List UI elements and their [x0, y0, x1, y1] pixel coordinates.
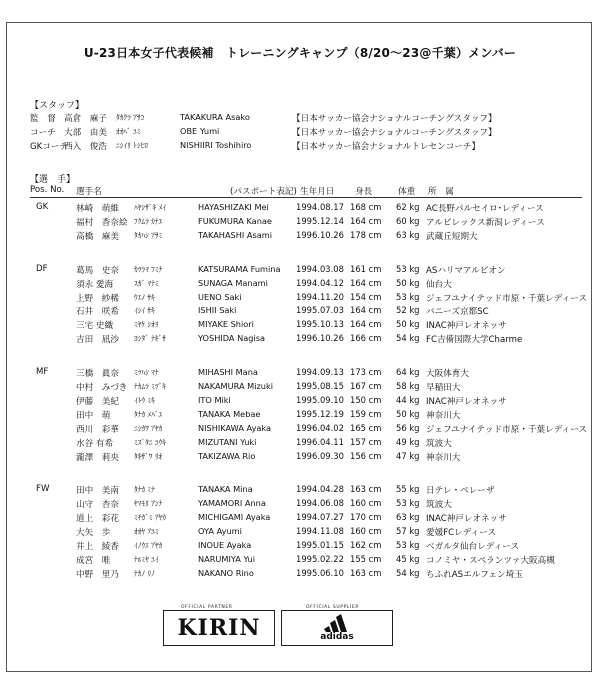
player-height: 160 cm	[350, 498, 382, 509]
player-row	[0, 333, 600, 346]
player-row	[0, 484, 600, 497]
player-weight: 55 kg	[396, 484, 420, 495]
sponsor-logos	[0, 600, 600, 660]
player-romaji: ISHII Saki	[198, 305, 237, 316]
player-name: 林崎 萌維	[76, 204, 119, 214]
player-kana: ﾀｷｻﾞﾜ ﾘｵ	[134, 451, 163, 461]
staff-role: 監 督	[30, 114, 56, 124]
player-club: 筑波大	[426, 438, 452, 449]
column-name: 選手名	[76, 187, 102, 197]
player-kana: ﾔﾏﾓﾘ ｱﾝﾅ	[134, 499, 163, 509]
staff-name: 高倉 麻子	[64, 114, 107, 124]
player-club: INAC神戸レオネッサ	[426, 396, 507, 407]
player-weight: 45 kg	[396, 553, 420, 564]
staff-org: 【日本サッカー協会ナショナルコーチングスタッフ】	[292, 114, 497, 124]
staff-romaji: TAKAKURA Asako	[180, 112, 250, 122]
player-club: ちふれASエルフェン埼玉	[426, 569, 523, 580]
player-birthdate: 1995.10.13	[296, 319, 344, 330]
player-weight: 63 kg	[396, 229, 420, 240]
player-kana: ﾆｼｶﾜ ｱﾔｶ	[134, 423, 163, 433]
player-romaji: NAKANO Rino	[198, 567, 254, 578]
player-club: 筑波大	[426, 500, 452, 511]
player-height: 164 cm	[350, 319, 382, 330]
player-name: 石井 咲希	[76, 307, 119, 318]
player-club: 武蔵丘短期大	[426, 231, 478, 242]
player-row	[0, 278, 600, 291]
player-kana: ﾖｼﾀﾞ ﾅｷﾞｻ	[134, 334, 166, 344]
player-club: ジェフユナイテッド市原・千葉レディース	[426, 424, 587, 435]
column-pos: Pos. No.	[30, 185, 65, 195]
player-weight: 53 kg	[396, 498, 420, 509]
player-height: 157 cm	[350, 436, 382, 447]
player-kana: ﾐｽﾞﾀﾆ ﾕｳｷ	[134, 437, 166, 447]
player-height: 161 cm	[350, 263, 382, 274]
player-kana: ｵｵﾔ ｱﾕﾐ	[134, 527, 159, 537]
player-romaji: NARUMIYA Yui	[198, 553, 255, 564]
player-kana: ﾅｶﾉ ﾘﾉ	[134, 568, 155, 578]
player-club: 神奈川大	[426, 452, 461, 463]
player-name: 山守 杏奈	[76, 500, 119, 511]
position-label: DF	[36, 263, 48, 274]
player-romaji: YAMAMORI Anna	[198, 498, 266, 509]
player-birthdate: 1995.08.15	[296, 381, 344, 391]
player-weight: 53 kg	[396, 540, 420, 550]
player-height: 160 cm	[350, 526, 382, 537]
player-kana: ｽｶﾞ ﾏﾅﾐ	[134, 278, 159, 288]
player-row	[0, 319, 600, 332]
player-row	[0, 230, 600, 243]
player-weight: 54 kg	[396, 333, 420, 344]
player-weight: 57 kg	[396, 526, 420, 537]
player-name: 中村 みづき	[76, 383, 128, 393]
player-birthdate: 1995.02.22	[296, 553, 344, 564]
staff-org: 【日本サッカー協会ナショナルコーチングスタッフ】	[292, 128, 497, 138]
staff-kana: ﾀｶｸﾗ ｱｻｺ	[116, 113, 145, 122]
player-club: INAC神戸レオネッサ	[426, 514, 507, 525]
player-romaji: YOSHIDA Nagisa	[198, 333, 266, 344]
player-name: 福村 香奈絵	[76, 217, 128, 228]
player-kana: ﾊﾔｼｻﾞｷ ﾒｲ	[134, 203, 166, 212]
player-row	[0, 526, 600, 539]
player-weight: 58 kg	[396, 381, 420, 391]
player-birthdate: 1996.04.02	[296, 422, 344, 433]
player-row	[0, 395, 600, 408]
player-romaji: MIZUTANI Yuki	[198, 436, 257, 447]
player-row	[0, 292, 600, 305]
adidas-stripes-icon	[324, 614, 352, 632]
player-height: 164 cm	[350, 215, 382, 226]
player-name: 上野 紗稀	[76, 293, 119, 304]
player-birthdate: 1994.11.20	[296, 291, 344, 302]
player-height: 168 cm	[350, 202, 382, 212]
column-weight: 体重	[398, 187, 416, 197]
staff-name: 西入 俊浩	[64, 142, 107, 152]
player-weight: 50 kg	[396, 408, 420, 419]
column-height: 身長	[355, 187, 373, 197]
player-name: 井上 綾香	[76, 542, 119, 552]
staff-name: 大部 由美	[64, 128, 107, 138]
column-club: 所 属	[428, 187, 454, 197]
player-kana: ﾅｶﾑﾗ ﾐﾂﾞｷ	[134, 382, 166, 391]
player-row	[0, 264, 600, 277]
player-height: 164 cm	[350, 305, 382, 316]
player-romaji: UENO Saki	[198, 291, 242, 302]
player-name: 西川 彩華	[76, 424, 119, 435]
player-weight: 50 kg	[396, 319, 420, 330]
player-club: 愛媛FCレディース	[426, 528, 496, 539]
player-birthdate: 1994.06.08	[296, 498, 344, 509]
player-club: FC吉備国際大学Charme	[426, 335, 523, 346]
player-name: 田中 萌	[76, 410, 111, 421]
player-birthdate: 1995.06.10	[296, 567, 344, 578]
player-romaji: HAYASHIZAKI Mei	[198, 202, 269, 212]
player-romaji: MICHIGAMI Ayaka	[198, 512, 271, 523]
staff-role: コーチ	[30, 128, 56, 138]
player-kana: ﾀﾅｶ ﾐﾅ	[134, 485, 155, 495]
staff-header: 【スタッフ】	[30, 101, 85, 111]
player-birthdate: 1995.07.03	[296, 305, 344, 316]
player-weight: 62 kg	[396, 202, 420, 212]
player-romaji: INOUE Ayaka	[198, 540, 252, 550]
player-club: AC長野パルセイロ･レディース	[426, 204, 544, 214]
player-club: 仙台大	[426, 279, 452, 290]
player-height: 163 cm	[350, 567, 382, 578]
staff-kana: ﾆｼｲﾘ ﾄｼﾋﾛ	[116, 141, 148, 150]
player-birthdate: 1994.09.13	[296, 367, 344, 378]
supplier-label: OFFICIAL SUPPLIER	[306, 605, 360, 610]
player-kana: ﾀﾅｶ ﾒﾊﾞｴ	[134, 409, 163, 419]
player-club: INAC神戸レオネッサ	[426, 321, 507, 332]
partner-name: KIRIN	[177, 615, 261, 641]
player-club: アルビレックス新潟レディース	[426, 217, 545, 228]
player-birthdate: 1996.10.26	[296, 229, 344, 240]
player-kana: ﾐﾁｶﾞﾐ ｱﾔｶ	[134, 513, 166, 523]
player-row	[0, 423, 600, 436]
staff-kana: ｵｵﾍﾞ ﾕﾐ	[116, 127, 141, 136]
player-height: 164 cm	[350, 277, 382, 288]
player-name: 中野 里乃	[76, 569, 119, 580]
player-club: 神奈川大	[426, 410, 461, 421]
player-weight: 50 kg	[396, 277, 420, 288]
player-club: 早稲田大	[426, 383, 461, 393]
player-row	[0, 498, 600, 511]
player-romaji: TAKIZAWA Rio	[198, 450, 256, 461]
player-row	[0, 305, 600, 318]
player-romaji: NAKAMURA Mizuki	[198, 381, 274, 391]
player-height: 178 cm	[350, 229, 382, 240]
player-club: コノミヤ・スペランツァ大阪高槻	[426, 555, 555, 566]
staff-row	[0, 140, 600, 153]
player-weight: 64 kg	[396, 367, 420, 378]
player-birthdate: 1994.04.28	[296, 484, 344, 495]
position-label: MF	[36, 367, 49, 378]
player-height: 156 cm	[350, 450, 382, 461]
player-romaji: TAKAHASHI Asami	[198, 229, 273, 240]
player-birthdate: 1996.09.30	[296, 450, 344, 461]
player-row	[0, 540, 600, 553]
player-kana: ｶﾂﾗﾏ ﾌﾐﾅ	[134, 264, 163, 274]
partner-label: OFFICIAL PARTNER	[181, 605, 233, 610]
player-weight: 63 kg	[396, 512, 420, 523]
player-name: 葛馬 史奈	[76, 265, 119, 276]
player-romaji: SUNAGA Manami	[198, 277, 268, 288]
player-kana: ﾐﾂﾊｼ ﾏﾅ	[134, 368, 159, 378]
player-club: 日テレ・ベレーザ	[426, 486, 495, 497]
player-romaji: TANAKA Mebae	[198, 408, 261, 419]
player-name: 吉田 凪沙	[76, 335, 119, 346]
player-club: 大阪体育大	[426, 369, 469, 380]
player-birthdate: 1995.09.10	[296, 394, 344, 405]
player-kana: ｲﾄｳ ﾐｷ	[134, 395, 155, 405]
player-kana: ｲﾉｳｴ ｱﾔｶ	[134, 541, 163, 550]
player-romaji: FUKUMURA Kanae	[198, 215, 272, 226]
player-height: 155 cm	[350, 553, 382, 564]
player-row	[0, 568, 600, 581]
player-height: 163 cm	[350, 484, 382, 495]
player-height: 165 cm	[350, 422, 382, 433]
position-label: FW	[36, 484, 50, 495]
player-romaji: TANAKA Mina	[198, 484, 253, 495]
player-height: 159 cm	[350, 408, 382, 419]
player-row	[0, 381, 600, 394]
player-height: 167 cm	[350, 381, 382, 391]
player-birthdate: 1996.10.26	[296, 333, 344, 344]
player-weight: 47 kg	[396, 450, 420, 461]
column-birth: 生年月日	[300, 187, 335, 197]
player-name: 水谷 有希	[76, 438, 114, 449]
player-row	[0, 554, 600, 567]
player-club: ASハリマアルビオン	[426, 265, 506, 276]
player-height: 150 cm	[350, 394, 382, 405]
player-height: 162 cm	[350, 540, 382, 550]
player-birthdate: 1995.12.14	[296, 215, 344, 226]
player-row	[0, 512, 600, 525]
staff-org: 【日本サッカー協会ナショナルトレセンコーチ】	[292, 142, 481, 152]
staff-romaji: NISHIIRI Toshihiro	[180, 140, 252, 150]
player-row	[0, 437, 600, 450]
player-weight: 54 kg	[396, 567, 420, 578]
staff-row	[0, 112, 600, 125]
player-weight: 60 kg	[396, 215, 420, 226]
staff-romaji: OBE Yumi	[180, 126, 220, 136]
player-row	[0, 451, 600, 464]
player-name: 成宮 唯	[76, 555, 111, 566]
column-passport: (パスポート表記)	[230, 187, 297, 197]
players-header: 【選 手】	[30, 175, 76, 185]
player-height: 170 cm	[350, 512, 382, 523]
staff-role: GKコーチ	[30, 142, 69, 152]
player-kana: ﾐﾔｹ ｼｵﾘ	[134, 320, 159, 330]
player-kana: ﾀｶﾊｼ ｱｻﾐ	[134, 230, 163, 240]
supplier-name: adidas	[320, 632, 354, 642]
player-row	[0, 202, 600, 215]
player-birthdate: 1995.01.15	[296, 540, 344, 550]
player-weight: 49 kg	[396, 436, 420, 447]
player-club: バニーズ京都SC	[426, 307, 489, 318]
player-weight: 56 kg	[396, 422, 420, 433]
player-birthdate: 1996.04.11	[296, 436, 344, 447]
staff-row	[0, 126, 600, 139]
header-divider	[30, 197, 582, 198]
player-weight: 53 kg	[396, 291, 420, 302]
player-kana: ﾌｸﾑﾗ ｶﾅｴ	[134, 216, 163, 226]
player-row	[0, 216, 600, 229]
player-weight: 52 kg	[396, 305, 420, 316]
player-row	[0, 367, 600, 380]
player-birthdate: 1994.11.08	[296, 526, 344, 537]
player-height: 166 cm	[350, 333, 382, 344]
player-club: ベガルタ仙台レディース	[426, 542, 520, 552]
player-kana: ﾅﾙﾐﾔ ﾕｲ	[134, 554, 159, 564]
player-birthdate: 1994.04.12	[296, 277, 344, 288]
player-kana: ｲｼｲ ｻｷ	[134, 306, 155, 316]
kirin-logo	[163, 610, 275, 646]
player-romaji: NISHIKAWA Ayaka	[198, 422, 272, 433]
player-birthdate: 1995.12.19	[296, 408, 344, 419]
player-romaji: MIHASHI Mana	[198, 367, 258, 378]
player-club: ジェフユナイテッド市原・千葉レディース	[426, 293, 587, 304]
player-kana: ｳｴﾉ ｻｷ	[134, 292, 155, 302]
player-height: 154 cm	[350, 291, 382, 302]
player-name: 伊藤 美紀	[76, 396, 119, 407]
player-romaji: KATSURAMA Fumina	[198, 263, 281, 274]
player-height: 173 cm	[350, 367, 382, 378]
player-name: 田中 美南	[76, 486, 119, 497]
player-romaji: ITO Miki	[198, 394, 231, 405]
page-title: U-23日本女子代表候補 トレーニングキャンプ（8/20～23@千葉）メンバー	[83, 46, 517, 60]
player-name: 高橋 麻美	[76, 231, 119, 242]
player-name: 道上 彩花	[76, 514, 119, 525]
player-row	[0, 409, 600, 422]
adidas-logo	[281, 610, 393, 646]
player-romaji: OYA Ayumi	[198, 526, 242, 537]
position-label: GK	[36, 202, 49, 212]
player-name: 大矢 歩	[76, 528, 111, 539]
player-birthdate: 1994.03.08	[296, 263, 344, 274]
player-name: 須永 愛海	[76, 279, 114, 290]
player-weight: 53 kg	[396, 263, 420, 274]
player-name: 三宅 史織	[76, 321, 114, 332]
player-birthdate: 1994.08.17	[296, 202, 344, 212]
player-name: 三橋 眞奈	[76, 369, 119, 380]
player-weight: 44 kg	[396, 394, 420, 405]
player-name: 瀧澤 莉央	[76, 452, 119, 463]
player-birthdate: 1994.07.27	[296, 512, 344, 523]
player-romaji: MIYAKE Shiori	[198, 319, 254, 330]
